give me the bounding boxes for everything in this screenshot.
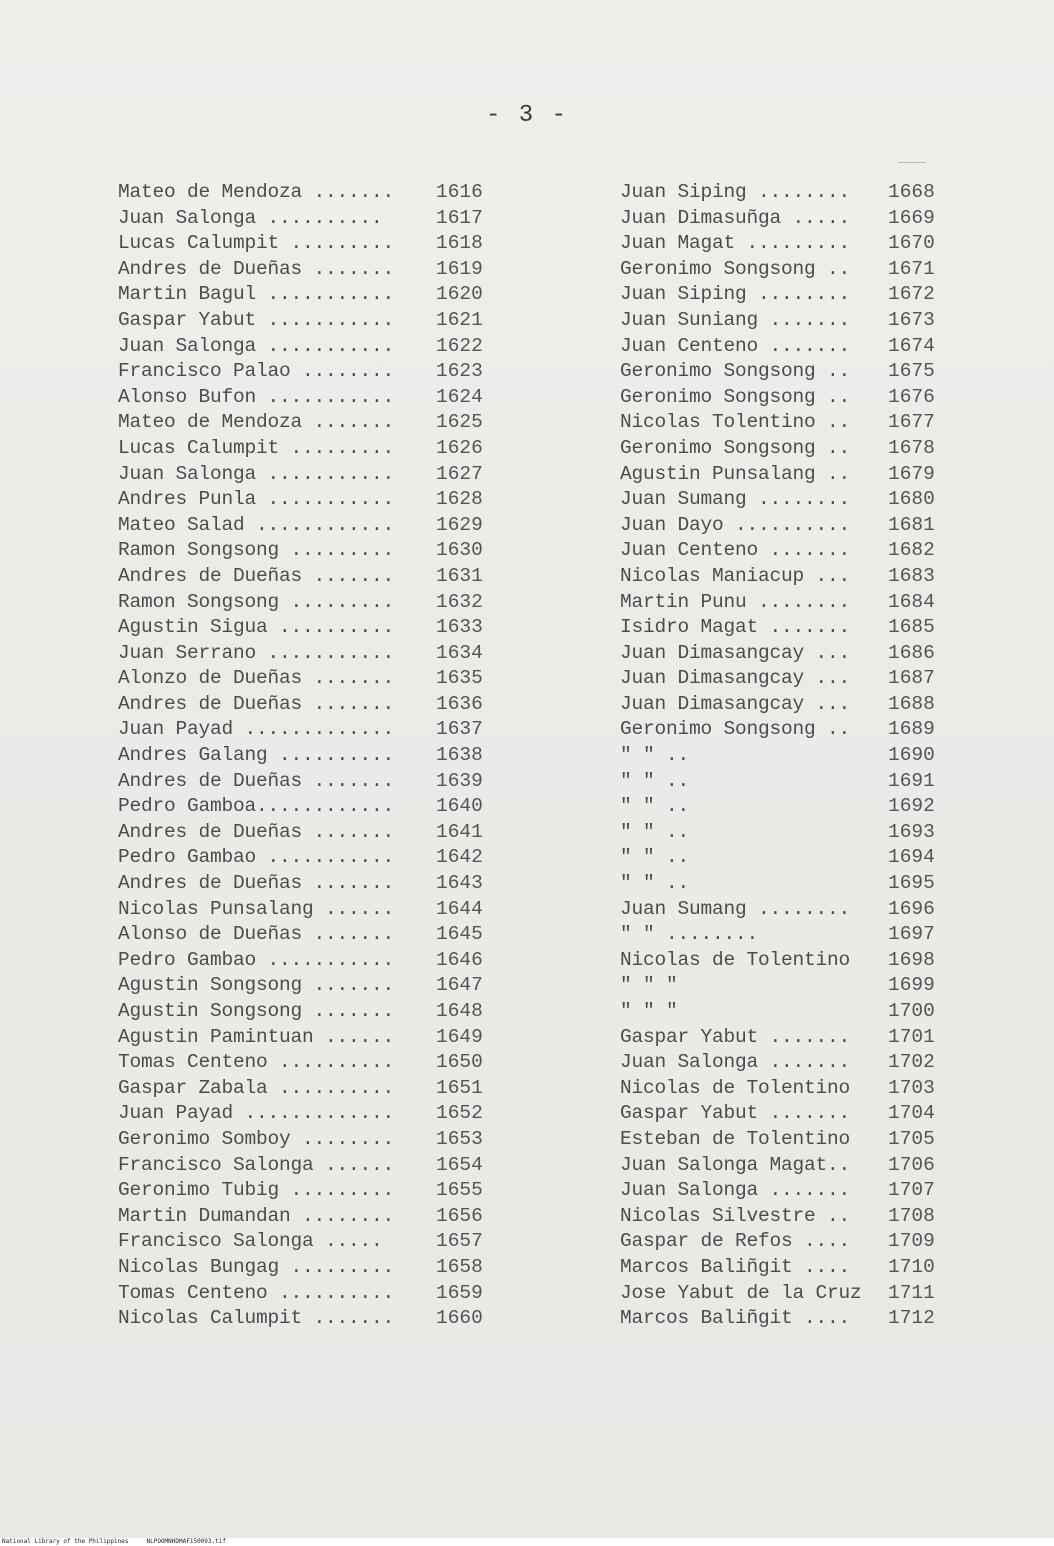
entry-name: Agustin Songsong ....... (118, 1000, 395, 1022)
entry-name: Geronimo Somboy ........ (118, 1127, 395, 1150)
list-entry (620, 180, 950, 206)
entry-name: Juan Salonga ....... (620, 1051, 851, 1074)
entry-name: Pedro Gambao ........... (118, 948, 395, 971)
entry-name: Martin Bagul ........... (118, 283, 395, 306)
list-entry (118, 1127, 498, 1153)
entry-year: 1649 (436, 1025, 483, 1048)
entry-year: 1660 (436, 1307, 483, 1330)
entry-year: 1626 (436, 436, 483, 459)
entry-name: Nicolas Tolentino .. (620, 411, 851, 434)
list-entry (620, 999, 950, 1025)
entry-name: " " .. (620, 795, 690, 818)
entry-year: 1654 (436, 1153, 483, 1176)
entry-name: " " .. (620, 744, 690, 767)
entry-name: Juan Suniang ....... (620, 308, 851, 331)
entry-year: 1677 (888, 411, 935, 434)
entry-year: 1711 (888, 1281, 935, 1304)
entry-year: 1652 (436, 1102, 483, 1125)
entry-name: Marcos Baliñgit .... (620, 1255, 851, 1278)
entry-year: 1674 (888, 334, 935, 357)
entry-name: " " .. (620, 820, 690, 843)
entry-name: Juan Dimasangcay ... (620, 692, 851, 715)
list-entry (620, 538, 950, 564)
list-entry (118, 1050, 498, 1076)
entry-year: 1675 (888, 360, 935, 383)
entry-year: 1672 (888, 283, 935, 306)
list-entry (620, 692, 950, 718)
list-entry (620, 615, 950, 641)
list-entry (620, 462, 950, 488)
entry-name: Juan Dimasangcay ... (620, 667, 851, 690)
entry-year: 1695 (888, 872, 935, 895)
list-entry (620, 359, 950, 385)
entry-year: 1617 (436, 206, 483, 229)
entry-name: Nicolas Silvestre .. (620, 1204, 851, 1227)
entry-year: 1618 (436, 232, 483, 255)
list-entry (620, 564, 950, 590)
entry-year: 1694 (888, 846, 935, 869)
entry-year: 1690 (888, 744, 935, 767)
list-entry (620, 590, 950, 616)
list-entry (118, 1306, 498, 1332)
entry-name: Tomas Centeno .......... (118, 1051, 395, 1074)
list-entry (620, 513, 950, 539)
entry-name: Ramon Songsong ......... (118, 590, 395, 613)
list-entry (620, 308, 950, 334)
entry-name: Juan Centeno ....... (620, 539, 851, 562)
entry-name: Nicolas de Tolentino (620, 1076, 851, 1099)
list-entry (620, 973, 950, 999)
list-entry (620, 717, 950, 743)
entry-name: " " ........ (620, 923, 759, 946)
entry-name: Geronimo Songsong .. (620, 718, 851, 741)
list-entry (118, 973, 498, 999)
entry-name: Agustin Songsong ....... (118, 974, 395, 997)
list-entry (118, 641, 498, 667)
list-entry (620, 1127, 950, 1153)
entry-name: Andres de Dueñas ....... (118, 692, 395, 715)
entry-year: 1622 (436, 334, 483, 357)
list-entry (118, 1025, 498, 1051)
entry-name: Geronimo Songsong .. (620, 257, 851, 280)
archive-footer: National Library of the Philippines NLPOOMNHDMAF150093.tif (0, 1538, 1054, 1546)
list-entry (620, 231, 950, 257)
entry-year: 1705 (888, 1127, 935, 1150)
list-entry (118, 948, 498, 974)
list-entry (118, 717, 498, 743)
list-entry (118, 462, 498, 488)
entry-name: Lucas Calumpit ......... (118, 232, 395, 255)
entry-year: 1691 (888, 769, 935, 792)
list-entry (118, 1229, 498, 1255)
list-entry (620, 1229, 950, 1255)
list-entry (620, 1101, 950, 1127)
entry-year: 1625 (436, 411, 483, 434)
entry-year: 1639 (436, 769, 483, 792)
list-entry (118, 1281, 498, 1307)
entry-year: 1707 (888, 1179, 935, 1202)
entry-year: 1697 (888, 923, 935, 946)
list-entry (620, 1281, 950, 1307)
list-entry (118, 820, 498, 846)
list-entry (118, 871, 498, 897)
entry-year: 1700 (888, 1000, 935, 1022)
entry-year: 1656 (436, 1204, 483, 1227)
entry-year: 1658 (436, 1255, 483, 1278)
list-entry (118, 692, 498, 718)
entry-name: Gaspar Zabala .......... (118, 1076, 395, 1099)
entry-year: 1637 (436, 718, 483, 741)
entry-year: 1710 (888, 1255, 935, 1278)
entry-name: Nicolas Maniacup ... (620, 564, 851, 587)
list-entry (620, 436, 950, 462)
entry-year: 1630 (436, 539, 483, 562)
list-entry (620, 666, 950, 692)
entry-name: Mateo Salad ............ (118, 513, 395, 536)
right-column-list (620, 180, 950, 1332)
entry-name: Agustin Pamintuan ...... (118, 1025, 395, 1048)
entry-year: 1682 (888, 539, 935, 562)
list-entry (620, 1153, 950, 1179)
corner-mark (898, 162, 926, 163)
list-entry (118, 206, 498, 232)
entry-name: Juan Siping ........ (620, 181, 851, 203)
list-entry (118, 615, 498, 641)
entry-name: Nicolas Calumpit ....... (118, 1307, 395, 1330)
entry-name: Geronimo Songsong .. (620, 436, 851, 459)
list-entry (620, 334, 950, 360)
list-entry (118, 1076, 498, 1102)
entry-year: 1627 (436, 462, 483, 485)
entry-name: Alonso Bufon ........... (118, 385, 395, 408)
entry-year: 1634 (436, 641, 483, 664)
list-entry (620, 641, 950, 667)
entry-name: Martin Punu ........ (620, 590, 851, 613)
entry-year: 1645 (436, 923, 483, 946)
entry-year: 1703 (888, 1076, 935, 1099)
entry-name: Juan Sumang ........ (620, 897, 851, 920)
entry-year: 1628 (436, 488, 483, 511)
entry-name: Marcos Baliñgit .... (620, 1307, 851, 1330)
entry-year: 1678 (888, 436, 935, 459)
entry-year: 1638 (436, 744, 483, 767)
list-entry (118, 257, 498, 283)
entry-name: Juan Siping ........ (620, 283, 851, 306)
entry-year: 1659 (436, 1281, 483, 1304)
list-entry (620, 410, 950, 436)
list-entry (118, 180, 498, 206)
list-entry (118, 564, 498, 590)
entry-name: Francisco Palao ........ (118, 360, 395, 383)
entry-name: Esteban de Tolentino (620, 1127, 851, 1150)
entry-year: 1685 (888, 616, 935, 639)
entry-name: Gaspar Yabut ........... (118, 308, 395, 331)
entry-name: Lucas Calumpit ......... (118, 436, 395, 459)
entry-name: Juan Sumang ........ (620, 488, 851, 511)
entry-name: Juan Salonga Magat.. (620, 1153, 851, 1176)
list-entry (620, 1050, 950, 1076)
entry-year: 1670 (888, 232, 935, 255)
entry-year: 1709 (888, 1230, 935, 1253)
entry-year: 1699 (888, 974, 935, 997)
entry-name: Agustin Sigua .......... (118, 616, 395, 639)
list-entry (118, 590, 498, 616)
entry-name: " " " (620, 1000, 678, 1022)
list-entry (118, 385, 498, 411)
list-entry (118, 1153, 498, 1179)
list-entry (118, 743, 498, 769)
entry-year: 1684 (888, 590, 935, 613)
page-number: - 3 - (485, 102, 568, 129)
entry-name: Geronimo Songsong .. (620, 360, 851, 383)
entry-year: 1688 (888, 692, 935, 715)
entry-name: Juan Salonga ........... (118, 334, 395, 357)
list-entry (620, 282, 950, 308)
entry-name: Juan Salonga .......... (118, 206, 383, 229)
list-entry (620, 845, 950, 871)
entry-year: 1650 (436, 1051, 483, 1074)
entry-year: 1708 (888, 1204, 935, 1227)
list-entry (620, 897, 950, 923)
list-entry (620, 922, 950, 948)
list-entry (620, 1178, 950, 1204)
list-entry (620, 487, 950, 513)
entry-name: Andres de Dueñas ....... (118, 820, 395, 843)
entry-year: 1631 (436, 564, 483, 587)
entry-year: 1712 (888, 1307, 935, 1330)
entry-year: 1629 (436, 513, 483, 536)
entry-year: 1701 (888, 1025, 935, 1048)
entry-name: Juan Payad ............. (118, 1102, 395, 1125)
list-entry (118, 1178, 498, 1204)
entry-year: 1624 (436, 385, 483, 408)
entry-name: Andres de Dueñas ....... (118, 564, 395, 587)
entry-name: Mateo de Mendoza ....... (118, 411, 395, 434)
list-entry (620, 257, 950, 283)
list-entry (620, 948, 950, 974)
entry-name: Nicolas Bungag ......... (118, 1255, 395, 1278)
list-entry (620, 871, 950, 897)
list-entry (118, 513, 498, 539)
list-entry (118, 794, 498, 820)
entry-year: 1640 (436, 795, 483, 818)
entry-year: 1644 (436, 897, 483, 920)
list-entry (620, 385, 950, 411)
entry-year: 1648 (436, 1000, 483, 1022)
entry-year: 1704 (888, 1102, 935, 1125)
entry-year: 1620 (436, 283, 483, 306)
list-entry (118, 845, 498, 871)
entry-name: Agustin Punsalang .. (620, 462, 851, 485)
entry-year: 1633 (436, 616, 483, 639)
entry-year: 1632 (436, 590, 483, 613)
list-entry (620, 1255, 950, 1281)
entry-name: Nicolas Punsalang ...... (118, 897, 395, 920)
entry-name: Geronimo Songsong .. (620, 385, 851, 408)
entry-name: Juan Dimasangcay ... (620, 641, 851, 664)
entry-year: 1616 (436, 181, 483, 203)
entry-name: Francisco Salonga ..... (118, 1230, 383, 1253)
entry-year: 1635 (436, 667, 483, 690)
entry-name: Geronimo Tubig ......... (118, 1179, 395, 1202)
entry-name: Francisco Salonga ...... (118, 1153, 395, 1176)
entry-name: Ramon Songsong ......... (118, 539, 395, 562)
entry-year: 1692 (888, 795, 935, 818)
entry-name: Juan Salonga ........... (118, 462, 395, 485)
entry-year: 1641 (436, 820, 483, 843)
entry-year: 1681 (888, 513, 935, 536)
list-entry (118, 538, 498, 564)
entry-year: 1671 (888, 257, 935, 280)
left-column-list (118, 180, 498, 1332)
list-entry (118, 334, 498, 360)
entry-year: 1686 (888, 641, 935, 664)
entry-name: Pedro Gamboa............ (118, 795, 395, 818)
list-entry (620, 743, 950, 769)
list-entry (118, 282, 498, 308)
list-entry (118, 922, 498, 948)
list-entry (620, 794, 950, 820)
list-entry (118, 359, 498, 385)
list-entry (620, 1204, 950, 1230)
entry-year: 1623 (436, 360, 483, 383)
list-entry (118, 410, 498, 436)
entry-year: 1647 (436, 974, 483, 997)
entry-year: 1693 (888, 820, 935, 843)
entry-name: Gaspar de Refos .... (620, 1230, 851, 1253)
entry-year: 1679 (888, 462, 935, 485)
entry-name: Andres de Dueñas ....... (118, 769, 395, 792)
list-entry (118, 1204, 498, 1230)
list-entry (118, 436, 498, 462)
list-entry (620, 206, 950, 232)
entry-name: Pedro Gambao ........... (118, 846, 395, 869)
list-entry (620, 1306, 950, 1332)
entry-name: Martin Dumandan ........ (118, 1204, 395, 1227)
list-entry (118, 487, 498, 513)
entry-name: Juan Salonga ....... (620, 1179, 851, 1202)
entry-year: 1657 (436, 1230, 483, 1253)
entry-year: 1673 (888, 308, 935, 331)
list-entry (118, 1255, 498, 1281)
entry-name: Juan Centeno ....... (620, 334, 851, 357)
entry-year: 1706 (888, 1153, 935, 1176)
entry-name: " " .. (620, 769, 690, 792)
list-entry (118, 231, 498, 257)
entry-name: Andres Punla ........... (118, 488, 395, 511)
list-entry (118, 769, 498, 795)
entry-year: 1619 (436, 257, 483, 280)
entry-name: Jose Yabut de la Cruz (620, 1281, 862, 1304)
entry-year: 1646 (436, 948, 483, 971)
entry-year: 1668 (888, 181, 935, 203)
entry-name: Nicolas de Tolentino (620, 948, 851, 971)
entry-year: 1636 (436, 692, 483, 715)
entry-name: " " .. (620, 872, 690, 895)
entry-year: 1621 (436, 308, 483, 331)
list-entry (118, 897, 498, 923)
entry-year: 1698 (888, 948, 935, 971)
entry-year: 1669 (888, 206, 935, 229)
list-entry (118, 308, 498, 334)
entry-year: 1653 (436, 1127, 483, 1150)
entry-name: Andres de Dueñas ....... (118, 872, 395, 895)
entry-name: Gaspar Yabut ....... (620, 1102, 851, 1125)
entry-year: 1683 (888, 564, 935, 587)
list-entry (620, 1025, 950, 1051)
entry-name: Juan Dimasuñga ..... (620, 206, 851, 229)
entry-name: Gaspar Yabut ....... (620, 1025, 851, 1048)
list-entry (620, 769, 950, 795)
entry-year: 1643 (436, 872, 483, 895)
list-entry (118, 666, 498, 692)
entry-name: Alonso de Dueñas ....... (118, 923, 395, 946)
entry-name: " " " (620, 974, 678, 997)
list-entry (620, 1076, 950, 1102)
entry-year: 1642 (436, 846, 483, 869)
entry-name: " " .. (620, 846, 690, 869)
entry-name: Juan Payad ............. (118, 718, 395, 741)
entry-year: 1655 (436, 1179, 483, 1202)
list-entry (620, 820, 950, 846)
entry-year: 1689 (888, 718, 935, 741)
list-entry (118, 1101, 498, 1127)
entry-year: 1687 (888, 667, 935, 690)
entry-year: 1676 (888, 385, 935, 408)
entry-name: Juan Dayo .......... (620, 513, 851, 536)
entry-name: Juan Magat ......... (620, 232, 851, 255)
entry-year: 1680 (888, 488, 935, 511)
entry-name: Mateo de Mendoza ....... (118, 181, 395, 203)
entry-name: Tomas Centeno .......... (118, 1281, 395, 1304)
entry-name: Andres de Dueñas ....... (118, 257, 395, 280)
entry-year: 1651 (436, 1076, 483, 1099)
entry-year: 1696 (888, 897, 935, 920)
entry-name: Juan Serrano ........... (118, 641, 395, 664)
entry-name: Andres Galang .......... (118, 744, 395, 767)
entry-name: Isidro Magat ....... (620, 616, 851, 639)
entry-year: 1702 (888, 1051, 935, 1074)
entry-name: Alonzo de Dueñas ....... (118, 667, 395, 690)
list-entry (118, 999, 498, 1025)
